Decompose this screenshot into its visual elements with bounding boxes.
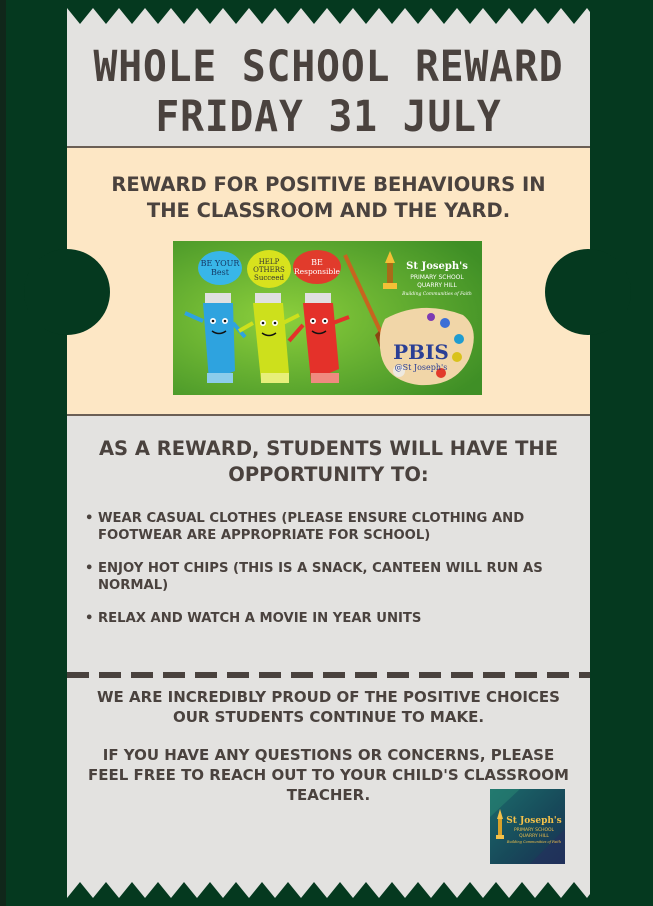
banner-school-sub1: PRIMARY SCHOOL [410,274,464,281]
closing-paragraph-pride: WE ARE INCREDIBLY PROUD OF THE POSITIVE CHOICES OUR STUDENTS CONTINUE TO MAKE. [97,688,560,726]
logo-tile-name: St Joseph's [506,816,562,826]
speech-bubble-be-your-best [198,251,242,285]
opportunity-heading: AS A REWARD, STUDENTS WILL HAVE THE OPPORTUNITY TO: [98,437,559,486]
list-item: • WEAR CASUAL CLOTHES (PLEASE ENSURE CLOTHING AND FOOTWEAR ARE APPROPRIATE FOR SCHOOL) [85,510,545,544]
speech-bubble-help-others-succeed [247,250,291,288]
banner-school-motto: Building Communities of Faith [402,292,472,297]
top-zigzag-edge [67,0,590,30]
speech-bubble-be-responsible [293,250,341,284]
reward-heading: REWARD FOR POSITIVE BEHAVIOURS IN THE CLASSROOM AND THE YARD. [111,173,546,222]
reward-ticket [67,0,590,906]
svg-text:HELP: HELP [258,258,280,266]
page-title-line2: FRIDAY 31 JULY [155,92,502,142]
left-edge-stripe [0,0,6,906]
banner-school-sub2: QUARRY HILL [417,282,457,289]
tear-off-dashed-line [67,671,590,679]
pbis-sublabel: @St Joseph's [394,363,448,372]
pbis-banner-image [173,241,482,395]
svg-text:Best: Best [211,268,229,277]
logo-tile-sub1: PRIMARY SCHOOL [513,828,555,833]
list-item: • RELAX AND WATCH A MOVIE IN YEAR UNITS [85,610,545,627]
pbis-label: PBIS [393,340,449,364]
page-title-line1: WHOLE SCHOOL REWARD [93,42,564,92]
svg-text:BE: BE [311,258,323,267]
ticket-notch-right [545,249,631,335]
logo-tile-motto: Building Communities of Faith [506,840,562,844]
list-item: • ENJOY HOT CHIPS (THIS IS A SNACK, CANTEEN WILL RUN AS NORMAL) [85,560,545,594]
svg-text:BE YOUR: BE YOUR [200,259,240,268]
closing-paragraph-contact: IF YOU HAVE ANY QUESTIONS OR CONCERNS, PLEASE FEEL FREE TO REACH OUT TO YOUR CHILD'S CLASSROOM TEACHER. [88,746,569,804]
logo-tile-sub2: QUARRY HILL [519,834,549,839]
reward-list [85,510,545,643]
svg-text:Responsible: Responsible [294,267,340,276]
ticket-notch-left [24,249,110,335]
banner-school-name: St Joseph's [406,261,468,272]
bottom-zigzag-edge [67,876,590,906]
school-logo-tile [490,789,565,864]
svg-text:Succeed: Succeed [254,274,284,282]
svg-text:OTHERS: OTHERS [253,266,285,274]
